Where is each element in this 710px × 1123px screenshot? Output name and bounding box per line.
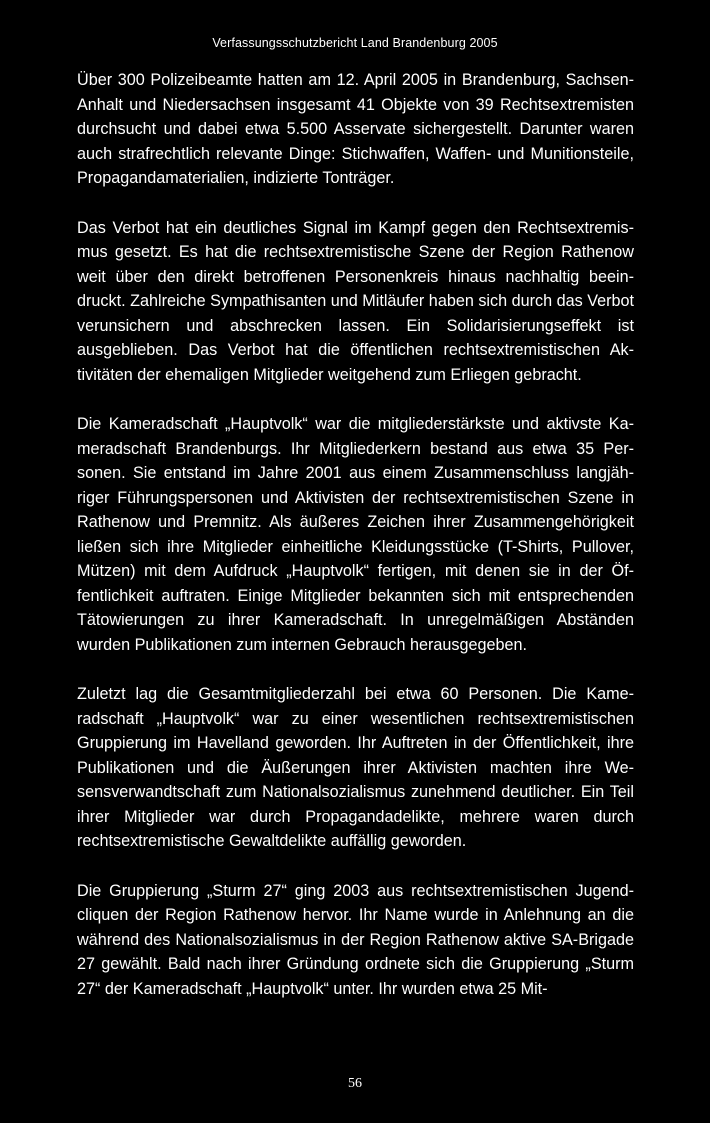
paragraph-raid: Über 300 Polizeibeamte hatten am 12. April 2005 in Brandenburg, Sachsen-Anhalt und Niedersachsen insgesamt 41 Objekte von 39 Rechtsextremisten durchsucht und dabei etwa 5.500 Asservate sichergestellt. Darunter waren auch strafrechtlich relevante Dinge: Stichwaffen, Waffen- und Munitionsteile, Propagandamaterialien, indizierte Tonträger. (77, 71, 634, 187)
paragraph-sturm-27: Die Gruppierung „Sturm 27“ ging 2003 aus rechtsextremistischen Jugendcliquen der Region Rathenow hervor. Ihr Name wurde in Anlehnung an die während des Nationalsozialismus in der Region Rathenow aktive SA-Brigade 27 gewählt. Bald nach ihrer Gründung ordnete sich die Gruppierung „Sturm 27“ der Kameradschaft „Hauptvolk“ unter. Ihr wurden etwa 25 Mit- (77, 881, 634, 998)
page-number: 56 (348, 1076, 362, 1091)
paragraph-ban-effect: Das Verbot hat ein deutliches Signal im Kampf gegen den Rechtsextremismus gesetzt. Es hat die rechtsextremistische Szene der Region Rathenow weit über den direkt betroffenen Personenkreis hinaus nachhaltig beeindruckt. Zahlreiche Sympathisanten und Mitläufer haben sich durch das Verbot verunsichern und abschrecken lassen. Ein Solidarisierungseffekt ist ausgeblieben. Das Verbot hat die öffentlichen rechtsextremistischen Aktivitäten der ehemaligen Mitglieder weitgehend zum Erliegen gebracht. (77, 218, 634, 384)
paragraph-membership: Zuletzt lag die Gesamtmitgliederzahl bei etwa 60 Personen. Die Kameradschaft „Hauptvolk“ war zu einer wesentlichen rechtsextremistischen Gruppierung im Havelland geworden. Ihr Auftreten in der Öffentlichkeit, ihre Publikationen und die Äußerungen ihrer Aktivisten machten ihre Wesensverwandtschaft zum Nationalsozialismus zunehmend deutlicher. Ein Teil ihrer Mitglieder war durch Propagandadelikte, mehrere waren durch rechtsextremistische Gewaltdelikte auffällig geworden. (77, 685, 634, 850)
paragraph-hauptvolk: Die Kameradschaft „Hauptvolk“ war die mitgliederstärkste und aktivste Kameradschaft Brandenburgs. Ihr Mitgliederkern bestand aus etwa 35 Personen. Sie entstand im Jahre 2001 aus einem Zusammenschluss langjähriger Führungspersonen und Aktivisten der rechtsextremistischen Szene in Rathenow und Premnitz. Als äußeres Zeichen ihrer Zusammengehörigkeit ließen sich ihre Mitglieder einheitliche Kleidungsstücke (T-Shirts, Pullover, Mützen) mit dem Aufdruck „Hauptvolk“ fertigen, mit denen sie in der Öffentlichkeit auftraten. Einige Mitglieder bekannten sich mit entsprechenden Tätowierungen zu ihrer Kameradschaft. In unregelmäßigen Abständen wurden Publikationen zum internen Gebrauch herausgegeben. (77, 415, 634, 654)
body-text (77, 68, 634, 1026)
running-header: Verfassungsschutzbericht Land Brandenburg 2005 (212, 36, 498, 50)
